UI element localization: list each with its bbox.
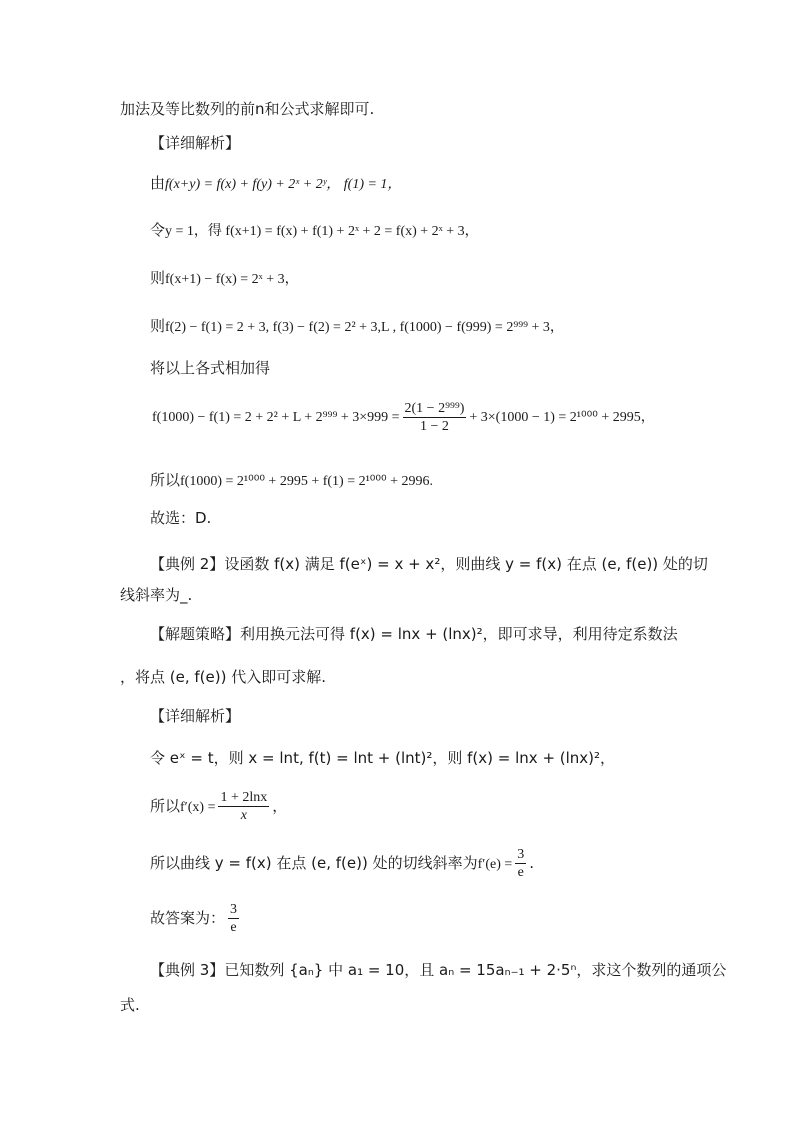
example-2-line-1 bbox=[150, 554, 708, 574]
solution-3-fraction bbox=[515, 846, 526, 881]
step-6-left: f(1000) − f(1) = 2 + 2² + L + 2⁹⁹⁹ + 3×999 = bbox=[152, 410, 400, 425]
answer-2-prefix: 故答案为： bbox=[150, 909, 226, 927]
answer-1: 故选：D. bbox=[150, 509, 212, 527]
step-6 bbox=[152, 400, 655, 436]
example-2-text-1: 设函数 f(x) 满足 f(eˣ) = x + x²，则曲线 y = f(x) 在点 (e, f(e)) 处的切 bbox=[224, 555, 708, 573]
step-1 bbox=[150, 173, 401, 195]
solution-3-tail: . bbox=[529, 854, 535, 872]
solution-2-fraction bbox=[218, 789, 269, 824]
step-2-prefix: 令 bbox=[150, 221, 166, 239]
solution-2-tail: ， bbox=[272, 797, 288, 815]
answer-2-fraction bbox=[228, 901, 239, 936]
strategy-text-1: 利用换元法可得 f(x) = lnx + (lnx)²，即可求导，利用待定系数法 bbox=[240, 625, 678, 643]
strategy-line-1 bbox=[150, 624, 678, 644]
solution-2-left: f′(x) = bbox=[180, 800, 216, 815]
intro-line: 加法及等比数列的前n和公式求解即可. bbox=[120, 100, 375, 118]
step-7-prefix: 所以 bbox=[150, 471, 181, 489]
step-1-math: f(x+y) = f(x) + f(y) + 2ˣ + 2ʸ， f(1) = 1， bbox=[165, 177, 402, 192]
solution-1: 令 eˣ = t，则 x = lnt, f(t) = lnt + (lnt)²，则 f(x) = lnx + (lnx)²， bbox=[150, 749, 616, 767]
step-4-prefix: 则 bbox=[150, 317, 166, 335]
solution-2-frac-num: 1 + 2lnx bbox=[220, 790, 268, 805]
example-3-line-2: 式. bbox=[120, 996, 140, 1014]
strategy-label: 【解题策略】 bbox=[150, 625, 241, 643]
step-6-frac-den: 1 − 2 bbox=[420, 419, 449, 435]
strategy-line-2: ，将点 (e, f(e)) 代入即可求解. bbox=[120, 668, 326, 686]
answer-2-frac-num: 3 bbox=[230, 902, 238, 917]
step-6-frac-num: 2(1 − 2⁹⁹⁹) bbox=[404, 401, 465, 417]
step-3-prefix: 则 bbox=[150, 269, 166, 287]
example-3-label: 【典例 3】 bbox=[150, 961, 225, 979]
solution-2-frac-den: x bbox=[240, 808, 247, 823]
answer-2 bbox=[150, 900, 242, 936]
example-2-label: 【典例 2】 bbox=[150, 555, 225, 573]
solution-3 bbox=[150, 845, 534, 883]
solution-3-left: f′(e) = bbox=[477, 857, 513, 872]
step-3 bbox=[150, 268, 299, 290]
step-2 bbox=[150, 220, 479, 242]
step-1-prefix: 由 bbox=[150, 174, 166, 192]
solution-3-prefix: 所以曲线 y = f(x) 在点 (e, f(e)) 处的切线斜率为 bbox=[150, 854, 478, 872]
step-6-right: + 3×(1000 − 1) = 2¹⁰⁰⁰ + 2995， bbox=[469, 410, 655, 425]
step-5: 将以上各式相加得 bbox=[150, 359, 271, 377]
solution-2-prefix: 所以 bbox=[150, 797, 181, 815]
step-2-math: y = 1，得 f(x+1) = f(x) + f(1) + 2ˣ + 2 = f(x) + 2ˣ + 3， bbox=[165, 224, 479, 239]
step-6-fraction bbox=[403, 400, 467, 435]
step-4 bbox=[150, 316, 564, 338]
step-3-math: f(x+1) − f(x) = 2ˣ + 3， bbox=[165, 272, 299, 287]
example-2-line-2: 线斜率为_. bbox=[120, 586, 193, 604]
detail-heading-2: 【详细解析】 bbox=[150, 707, 241, 725]
step-7-math: f(1000) = 2¹⁰⁰⁰ + 2995 + f(1) = 2¹⁰⁰⁰ + 2996. bbox=[180, 474, 434, 489]
example-3-text-1: 已知数列 {aₙ} 中 a₁ = 10，且 aₙ = 15aₙ₋₁ + 2·5ⁿ，求这个数列的通项公 bbox=[224, 961, 727, 979]
answer-2-frac-den: e bbox=[230, 920, 237, 935]
step-7 bbox=[150, 470, 433, 492]
solution-3-frac-num: 3 bbox=[517, 847, 525, 862]
solution-3-frac-den: e bbox=[517, 865, 524, 880]
detail-heading-1: 【详细解析】 bbox=[150, 134, 241, 152]
step-4-math: f(2) − f(1) = 2 + 3, f(3) − f(2) = 2² + 3,L , f(1000) − f(999) = 2⁹⁹⁹ + 3， bbox=[165, 320, 564, 335]
solution-2 bbox=[150, 788, 287, 826]
example-3-line-1 bbox=[150, 960, 726, 980]
